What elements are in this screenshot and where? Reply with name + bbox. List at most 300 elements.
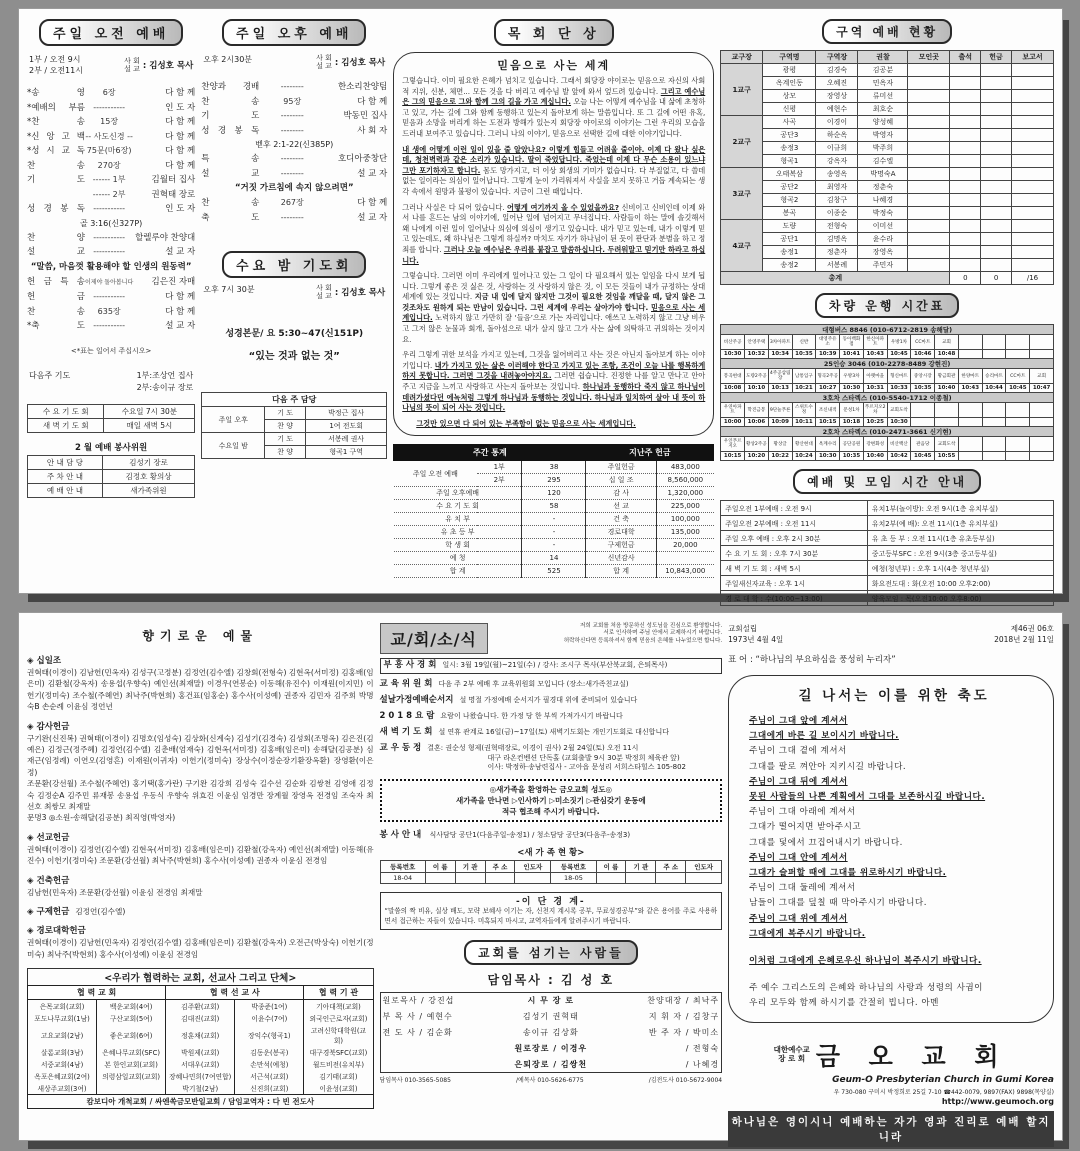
table-cell: 새 벽 기 도 회 : 새벽 5시 xyxy=(721,561,868,576)
order-item-detail: -------- xyxy=(280,212,304,222)
visitor-welcome-text xyxy=(564,623,722,645)
section-header-pastoral-essay: 목 회 단 상 xyxy=(494,19,614,46)
phone-number: /김전도사 010-5672-9004 xyxy=(648,1077,723,1084)
empty-cell xyxy=(908,246,950,259)
total-offering: 0 xyxy=(981,272,1012,285)
bus-time: 10:45 xyxy=(911,452,935,461)
table-cell: 송정3 xyxy=(763,142,816,155)
essay-paragraph xyxy=(402,350,705,414)
offering-amount: 225,000 xyxy=(656,500,713,513)
empty-cell xyxy=(1011,220,1053,233)
column-header: 권찰 xyxy=(858,51,908,64)
benediction-title: 길 나서는 이를 위한 축도 xyxy=(798,688,990,704)
table-cell: 정훈채(교회) xyxy=(166,1024,235,1046)
stats-label: 예 청 xyxy=(394,552,522,565)
bus-time: 10:35 xyxy=(792,350,816,359)
column-header: 교구장 xyxy=(721,51,763,64)
empty-cell xyxy=(950,103,981,116)
empty-cell xyxy=(981,129,1012,142)
order-item-leader: 다 함 께 xyxy=(165,88,196,98)
table-cell: 최호순 xyxy=(858,103,908,116)
table-row xyxy=(202,407,387,420)
offering-name: 합 계 xyxy=(586,565,656,578)
table-cell: 월드비전(유치부) xyxy=(304,1058,373,1070)
bus-time: 10:13 xyxy=(768,384,792,393)
empty-cell xyxy=(908,77,950,90)
church-motto: 표 어 : “하나님의 부요하심을 풍성히 누리자” xyxy=(728,655,896,665)
offering-section-title: ◈ 선교헌금 xyxy=(27,832,70,843)
bus-stop: 황상글 xyxy=(768,437,792,452)
empty-cell xyxy=(981,116,1012,129)
stats-label: 수 요 기 도 회 xyxy=(394,500,522,513)
news-item-text: 요람이 나왔습니다. 한 가정 당 한 부씩 가져가시기 바랍니다 xyxy=(440,712,623,720)
empty-cell xyxy=(950,90,981,103)
table-cell: 서봉례 권사 xyxy=(306,433,387,446)
denomination: 대한예수교 장 로 회 xyxy=(773,1045,810,1063)
volunteers-table xyxy=(27,455,195,498)
order-item-leader: 사 회 자 xyxy=(357,125,388,136)
newcomer-status-title: <새 가 족 현 황> xyxy=(517,848,585,858)
empty-cell xyxy=(981,90,1012,103)
bus-time xyxy=(982,418,1006,427)
stats-row xyxy=(394,552,714,565)
table-cell: 김공분 xyxy=(858,64,908,77)
stats-value: 295 xyxy=(522,474,586,487)
table-cell: 구산교회(5여) xyxy=(97,1012,166,1024)
table-cell: 고요교회(2남) xyxy=(28,1024,97,1046)
offering-amount: 483,000 xyxy=(656,461,713,474)
poem-line: 남들이 그대를 덮칠 때 막아주시기 바랍니다. xyxy=(749,898,927,909)
bus-stop: 황산현대 xyxy=(792,437,816,452)
table-cell: 김대진(교회) xyxy=(166,1012,235,1024)
district-row xyxy=(721,90,1054,103)
order-item-detail: -------- xyxy=(280,168,304,178)
empty-cell xyxy=(981,64,1012,77)
cooperation-table xyxy=(27,985,374,1109)
order-item-detail: 267장 xyxy=(280,198,304,207)
empty-cell xyxy=(950,233,981,246)
table-cell: 김성기 장로 xyxy=(102,455,194,469)
order-item-leader: 설 교 자 xyxy=(357,168,388,179)
wednesday-scripture: 성경본문/ 요 5:30~47(신151P) xyxy=(225,329,364,339)
table-cell: 새상주교회(3여) xyxy=(28,1082,97,1095)
bus-time: 10:21 xyxy=(792,384,816,393)
empty-cell xyxy=(950,116,981,129)
table-cell: 기 도 xyxy=(265,407,306,420)
stats-value: 525 xyxy=(522,565,586,578)
order-item-label: *신 앙 고 백 xyxy=(27,131,85,142)
wednesday-section: 수요 밤 기도회 오후 7시 30분 사 회 설 교 : 김성호 목사 성경본문/ 요 5:30~47(신151P) “있는 것과 없는 것” 다음 주 담당 주일 오후 기 도 박정근 집사 찬 양 1여 전도회 수요일 밤 기 도 서봉례 권사 찬 양 형곡1 구역 xyxy=(201,251,387,459)
table-row xyxy=(721,561,1054,576)
table-cell: 송정1 xyxy=(763,246,816,259)
order-row xyxy=(27,101,195,116)
bus-time: 10:48 xyxy=(935,350,959,359)
table-cell: 이종순 xyxy=(816,207,858,220)
table-row xyxy=(721,576,1054,591)
news-item-label: 2 0 1 8 요 람 xyxy=(379,711,435,721)
bus-stop: 학진금봉 xyxy=(745,403,769,418)
empty-cell xyxy=(1011,142,1053,155)
table-cell: 오태복삼 xyxy=(763,168,816,181)
bus-stop: 신반 xyxy=(792,335,816,350)
table-cell: 전형숙 xyxy=(816,220,858,233)
order-item-label: 찬 송 xyxy=(27,306,85,317)
district-row xyxy=(721,129,1054,142)
empty-cell xyxy=(950,207,981,220)
bus-time: 10:06 xyxy=(745,418,769,427)
staff-cell: / 전형숙 xyxy=(685,1044,720,1053)
empty-cell xyxy=(981,181,1012,194)
bus-stop: 남통입구 xyxy=(792,369,816,384)
table-row xyxy=(721,516,1054,531)
column-header: 협 력 선 교 사 xyxy=(166,985,304,999)
bus-stop: 3차아파트 xyxy=(768,335,792,350)
bus-stop: 우방3차 xyxy=(840,369,864,384)
table-cell xyxy=(596,873,626,884)
empty-cell xyxy=(1011,77,1053,90)
order-item-leader: 박동민 집사 xyxy=(343,111,388,121)
text-segment: 그것만 있으면 다 되어 있는 부족함이 없는 믿음으로 사는 세계입니다. xyxy=(416,418,636,428)
table-cell xyxy=(656,873,686,884)
news-item xyxy=(380,680,723,690)
offering-name: 감 사 xyxy=(586,487,656,500)
stats-value: - xyxy=(522,513,586,526)
table-cell: 박정숙 xyxy=(858,207,908,220)
stats-label: 학 생 회 xyxy=(394,539,522,552)
news-item xyxy=(380,728,723,738)
text-segment: 내가 가지고 있는 삶은 이러해야 한다고 가지고 있는 조항, 조건이 오늘 나를 행복하게 하지 못합니다. 그러면 그것을 내려놓아야지요. xyxy=(402,360,706,381)
afternoon-order-of-worship xyxy=(201,80,387,225)
table-cell: 수 요 기 도 회 : 오후 7시 30분 xyxy=(721,546,868,561)
order-item-label: 설 교 xyxy=(201,168,260,179)
table-cell: 서근석(교회) xyxy=(235,1070,304,1082)
table-cell: 찬 양 xyxy=(265,420,306,433)
order-item-leader: 다 함 께 xyxy=(165,131,196,142)
next-week-prayer: 다음주 기도 1부:조상언 집사 2부:송이규 장로 xyxy=(29,370,194,392)
order-row xyxy=(27,202,195,217)
bus-stops-row xyxy=(721,335,1054,350)
bus-stop: 문성1차 xyxy=(840,403,864,418)
table-cell: 박영자 xyxy=(858,129,908,142)
order-item-detail: 이제야 돌아봅니다 xyxy=(85,278,134,286)
order-row xyxy=(201,109,387,124)
order-row xyxy=(201,167,387,182)
staff-cell: / 나혜경 xyxy=(685,1059,720,1069)
table-cell: 1여 전도회 xyxy=(306,420,387,433)
order-row xyxy=(201,152,387,167)
section-header-morning-worship xyxy=(39,19,183,46)
poem-line: 주님이 그대 곁에 계셔서 xyxy=(749,746,847,757)
order-item-detail: ----------- xyxy=(93,232,126,242)
text-segment: 그리고 예수님은 그의 믿음으로 그와 함께 그의 길을 가고 계십니다. xyxy=(402,86,706,107)
essay-title: 믿음으로 사는 세계 xyxy=(497,59,611,72)
stats-row xyxy=(394,565,714,578)
table-cell: 윤수라 xyxy=(858,233,908,246)
empty-cell xyxy=(908,194,950,207)
section-header-serving-people: 교회를 섬기는 사람들 xyxy=(464,940,638,965)
column-church-news xyxy=(380,623,723,1130)
table-cell: 새 벽 기 도 회 xyxy=(28,418,104,432)
bus-stop: 황금회관 xyxy=(935,369,959,384)
table-cell: 공단2 xyxy=(763,181,816,194)
staff-cell xyxy=(380,1057,494,1073)
coop-row xyxy=(28,1082,374,1095)
coop-footer: 캄보디아 개척교회 / 싸엔쏙금모반일교회 / 담임교역자 : 다 빈 전도사 xyxy=(28,1094,374,1108)
table-cell: 18-04 xyxy=(380,873,425,884)
order-item-label: 찬 송 xyxy=(201,96,260,107)
news-item xyxy=(380,658,723,674)
news-item xyxy=(380,696,723,706)
service-duty-line: 봉 사 안 내 식사담당 공단1(다음주일-송정1) / 청소담당 공단3(다음주-송정3) xyxy=(379,830,631,840)
bus-route-title-row xyxy=(721,359,1054,369)
district-header-row xyxy=(721,51,1054,64)
table-cell xyxy=(626,873,656,884)
bus-stop: 형곡2주공 xyxy=(816,369,840,384)
bus-time: 10:45 xyxy=(1006,384,1030,393)
bus-stop: 강변화성 xyxy=(863,437,887,452)
bus-time: 10:35 xyxy=(911,384,935,393)
table-cell: 이미선 xyxy=(858,220,908,233)
empty-cell xyxy=(981,259,1012,272)
bus-stop xyxy=(982,403,1006,418)
order-item-detail: ------ 1부 xyxy=(92,175,126,184)
next-week-duty-table xyxy=(201,406,387,459)
duty-group: 주일 오후 xyxy=(202,407,265,433)
table-cell: 정춘숙 xyxy=(858,181,908,194)
family-row xyxy=(380,873,722,884)
table-row xyxy=(721,591,1054,606)
bus-stop xyxy=(1030,437,1054,452)
news-item-label: 새 벽 기 도 회 xyxy=(379,727,433,737)
order-row xyxy=(201,80,387,95)
empty-cell xyxy=(950,259,981,272)
table-cell: 장혜나민희(7여연합) xyxy=(166,1070,235,1082)
sermon-title-line: “말씀, 마음껏 활용해야 할 인생의 원동력” xyxy=(30,261,192,272)
table-cell: 주일오전 1부예배 : 오전 9시 xyxy=(721,501,868,516)
bus-stop: 교회도착 xyxy=(935,437,959,452)
order-row xyxy=(27,173,195,188)
district-row xyxy=(721,220,1054,233)
offering-amount xyxy=(656,552,713,565)
bus-time xyxy=(958,418,982,427)
table-cell: 서대우(교회) xyxy=(166,1058,235,1070)
stats-right-header: 지난주 헌금 xyxy=(586,445,714,461)
table-cell: 박원제(교회) xyxy=(166,1046,235,1058)
empty-cell xyxy=(981,220,1012,233)
bus-stop xyxy=(958,335,982,350)
offering-names: 김남헌(민옥자) 조문환(강선월) 이윤심 전경임 최재말 xyxy=(27,887,203,897)
bus-stop xyxy=(1006,335,1030,350)
table-cell: 정춘자 xyxy=(816,246,858,259)
district-row xyxy=(721,142,1054,155)
bus-route-title: 25인승 3046 (010-2278-8489 강현진) xyxy=(721,359,1054,369)
offering-name: 십 일 조 xyxy=(586,474,656,487)
order-row xyxy=(27,188,195,203)
bus-stop: 교회도착 xyxy=(887,403,911,418)
empty-cell xyxy=(950,77,981,90)
bus-stop: 조신내적 xyxy=(816,403,840,418)
order-item-detail: -- 사도신경 -- xyxy=(85,131,133,141)
order-item-label: 찬 송 xyxy=(201,198,260,208)
newcomer-campaign-box xyxy=(380,779,723,822)
bus-time: 10:00 xyxy=(721,418,745,427)
cooperation-section xyxy=(27,968,374,1109)
offering-amount: 10,843,000 xyxy=(656,565,713,578)
bus-time: 10:40 xyxy=(863,452,887,461)
bus-stop: 교회 xyxy=(935,335,959,350)
bus-time: 10:08 xyxy=(721,384,745,393)
table-cell: 장영옥 xyxy=(858,246,908,259)
empty-cell xyxy=(950,129,981,142)
news-item-text: 설 연휴 관계로 16일(금)~17일(토) 새벽기도회는 개인기도회로 대신합니다 xyxy=(438,728,669,736)
order-row xyxy=(27,86,195,101)
empty-cell xyxy=(908,90,950,103)
table-cell: 옥포은혜교회(2여) xyxy=(28,1070,97,1082)
table-cell: 상모 xyxy=(763,90,816,103)
order-row xyxy=(27,319,195,334)
news-item-text: 이사: 박정하·송남련집사 - 고아읍 문성리 서희스타힐스 105-802 xyxy=(487,763,687,771)
stats-label: 주일 오전 예배 xyxy=(394,461,477,487)
table-cell: 이규희 xyxy=(816,142,858,155)
empty-cell xyxy=(1011,155,1053,168)
order-item-label: *송 영 xyxy=(27,88,85,98)
stats-value: 120 xyxy=(522,487,586,500)
coop-header-row xyxy=(28,985,374,999)
bus-time xyxy=(1006,452,1030,461)
district-row xyxy=(721,116,1054,129)
bus-stops-row xyxy=(721,437,1054,452)
table-cell: 양성혜 xyxy=(858,116,908,129)
volunteers-title: 2 월 예배 봉사위원 xyxy=(75,442,148,453)
bus-stop xyxy=(1030,335,1054,350)
empty-cell xyxy=(908,129,950,142)
text-segment: 몸도 망가지고, 더 이상 회생의 기미가 없습니다. 다 부질없고, 다 쓸데없는 일이라는 의심이 일어납니다. 그렇게 눈이 가리워져서 사실을 보지 못하고 거듭 계속되는 생각 속에서 원망과 불평이 있습니다. 지금이 그런 때입니다. xyxy=(402,165,706,196)
empty-cell xyxy=(950,194,981,207)
column-header: 출석 xyxy=(950,51,981,64)
poem-line: 이처럼 그대에게 은혜로우신 하나님이 복주시기 바랍니다. xyxy=(749,956,982,967)
cooperation-title: <우리가 협력하는 교회, 선교사 그리고 단체> xyxy=(27,968,374,985)
table-cell: 민옥자 xyxy=(858,77,908,90)
order-item-leader: 다 함 께 xyxy=(357,96,388,107)
bus-stop xyxy=(1030,403,1054,418)
poem-line: 그대를 덫에서 끄집어내시기 바랍니다. xyxy=(749,837,903,848)
bus-stop: 봉곡현대 xyxy=(721,369,745,384)
column-benediction xyxy=(728,623,1054,1143)
table-cell: 김동운(봉곡) xyxy=(235,1046,304,1058)
district-row xyxy=(721,103,1054,116)
order-item-leader: 설 교 자 xyxy=(165,247,196,257)
offerings-title: 향기로운 예물 xyxy=(142,629,259,643)
column-header: 기 관 xyxy=(626,861,656,873)
bus-time: 10:15 xyxy=(816,418,840,427)
officiant: 사 회 설 교 : 김성호 목사 xyxy=(124,57,194,73)
poem-line: 주님이 그대 뒤에 계셔서 xyxy=(749,776,848,787)
order-item-leader: 다 함 께 xyxy=(165,117,196,127)
column-header: 주 소 xyxy=(656,861,686,873)
news-item-label: 교 육 위 원 회 xyxy=(379,679,433,689)
offering-section-title: ◈ 경로대학헌금 xyxy=(27,926,86,937)
table-cell: 형곡1 구역 xyxy=(306,446,387,459)
empty-cell xyxy=(1011,90,1053,103)
empty-cell xyxy=(908,259,950,272)
table-cell: 이윤수(7여) xyxy=(235,1012,304,1024)
empty-cell xyxy=(950,155,981,168)
standing-note: <*표는 일어서 주십시오> xyxy=(70,346,152,355)
column-header: 기 관 xyxy=(455,861,485,873)
column-header: 등록번호 xyxy=(551,861,596,873)
text-segment: 그렇습니다. 이미 필요한 은혜가 넘치고 있습니다. 그래서 회당장 야이로는 믿음으로 자신의 사회적 지위, 신분, 체면... 모든 것을 다 버리고 예수님 발 앞에 와서 엎드려 있습니다. xyxy=(402,76,706,96)
poem-line: 주 예수 그리스도의 은혜와 하나님의 사랑과 성령의 사귐이 xyxy=(749,983,983,994)
table-cell: 유 초 등 부 : 오전 11시(1층 유초등부실) xyxy=(867,531,1053,546)
empty-cell xyxy=(950,64,981,77)
table-cell xyxy=(425,873,455,884)
essay-paragraph xyxy=(402,203,705,267)
morning-meta xyxy=(29,54,193,76)
district-total-row xyxy=(721,272,1054,285)
order-item-leader: 인 도 자 xyxy=(165,204,196,214)
order-row xyxy=(27,115,195,130)
bus-stop xyxy=(982,335,1006,350)
bus-time: 10:55 xyxy=(935,452,959,461)
bus-time xyxy=(958,350,982,359)
church-signature xyxy=(728,1037,1054,1147)
stats-value: 38 xyxy=(522,461,586,474)
scripture-banner: 하나님은 영이시니 예배하는 자가 영과 진리로 예배 할지니라 xyxy=(728,1111,1054,1147)
bus-route-title-row xyxy=(721,427,1054,437)
column-morning-worship xyxy=(27,19,195,583)
order-item-detail: 75문(마6장) xyxy=(86,146,132,155)
order-row xyxy=(201,196,387,211)
order-item-detail: ----------- xyxy=(93,102,126,112)
empty-cell xyxy=(981,246,1012,259)
order-item-leader: 호디아중창단 xyxy=(337,154,388,164)
table-cell: 손만석(예청) xyxy=(235,1058,304,1070)
text-segment: 내 생에 어떻게 이런 일이 있을 줄 알았나요? 이렇게 힘들고 어려울 줄이야. 이제 다 왔나 싶은데, 청천벽력과 같은 소리가 있습니다. 딸이 죽었답니다. 죽었는데 이제 다 무슨 소용이 있느냐 그만 포기하자고 합니다. xyxy=(402,144,706,175)
bus-stop: 한양마트 xyxy=(958,369,982,384)
poem-line: 주님이 그대 안에 계셔서 xyxy=(749,852,848,863)
empty-cell xyxy=(1011,246,1053,259)
text-segment: 어떻게 여기까지 올 수 있었을까요? xyxy=(507,202,620,212)
staff-row xyxy=(380,1041,722,1057)
order-row xyxy=(27,159,195,174)
heresy-warning-box: -이 단 경 계- “말씀의 짝 비유, 실상 배도, 모략 보혜사 이기는 자, 신천지 계시록 공부, 무료성경공부”와 같은 용어를 주로 사용하면서 접근하는 자들이 있습니다. 미혹되지 마시고, 교역자들에게 알려주시기 바랍니다. xyxy=(380,892,723,930)
bus-time: 10:22 xyxy=(768,452,792,461)
empty-cell xyxy=(1011,181,1053,194)
order-item-label: 헌 금 xyxy=(27,292,85,302)
duty-group: 수요일 밤 xyxy=(202,433,265,459)
table-cell: 백운교회(4여) xyxy=(97,999,166,1012)
bus-stop: 우연아파트 xyxy=(721,403,745,418)
stats-value: 58 xyxy=(522,500,586,513)
order-item-detail: -------- xyxy=(280,154,304,163)
scripture-reference-line: 골 3:16(신327P) xyxy=(79,218,143,228)
table-cell: 찬 양 xyxy=(265,446,306,459)
coop-row xyxy=(28,1070,374,1082)
offering-name: 경로대학 xyxy=(586,526,656,539)
empty-cell xyxy=(1011,259,1053,272)
next-week-duty-title: 다음 주 담당 xyxy=(201,392,387,406)
poem-line: 주님이 그대 위에 계셔서 xyxy=(749,913,848,924)
issue-info: 교회설립 1973년 4월 4일 제46권 06호 2018년 2월 11일 xyxy=(728,624,1054,644)
bus-stop: 4주공삼림장 xyxy=(768,369,792,384)
stats-row xyxy=(394,461,714,474)
text-segment: 그러나 사실은 다 되어 있습니다. xyxy=(402,202,508,212)
offering-section-title: ◈ 십일조 xyxy=(27,656,62,666)
text-segment: 그러면 쉽습니다. 진정한 나를 알고 만나고 안아주고 지금을 느끼고 사랑하고 사는지 돌아보는 것입니다. xyxy=(402,371,706,392)
empty-cell xyxy=(908,116,950,129)
order-item-leader: 김월터 집사 xyxy=(151,175,196,185)
table-cell: 공단3 xyxy=(763,129,816,142)
